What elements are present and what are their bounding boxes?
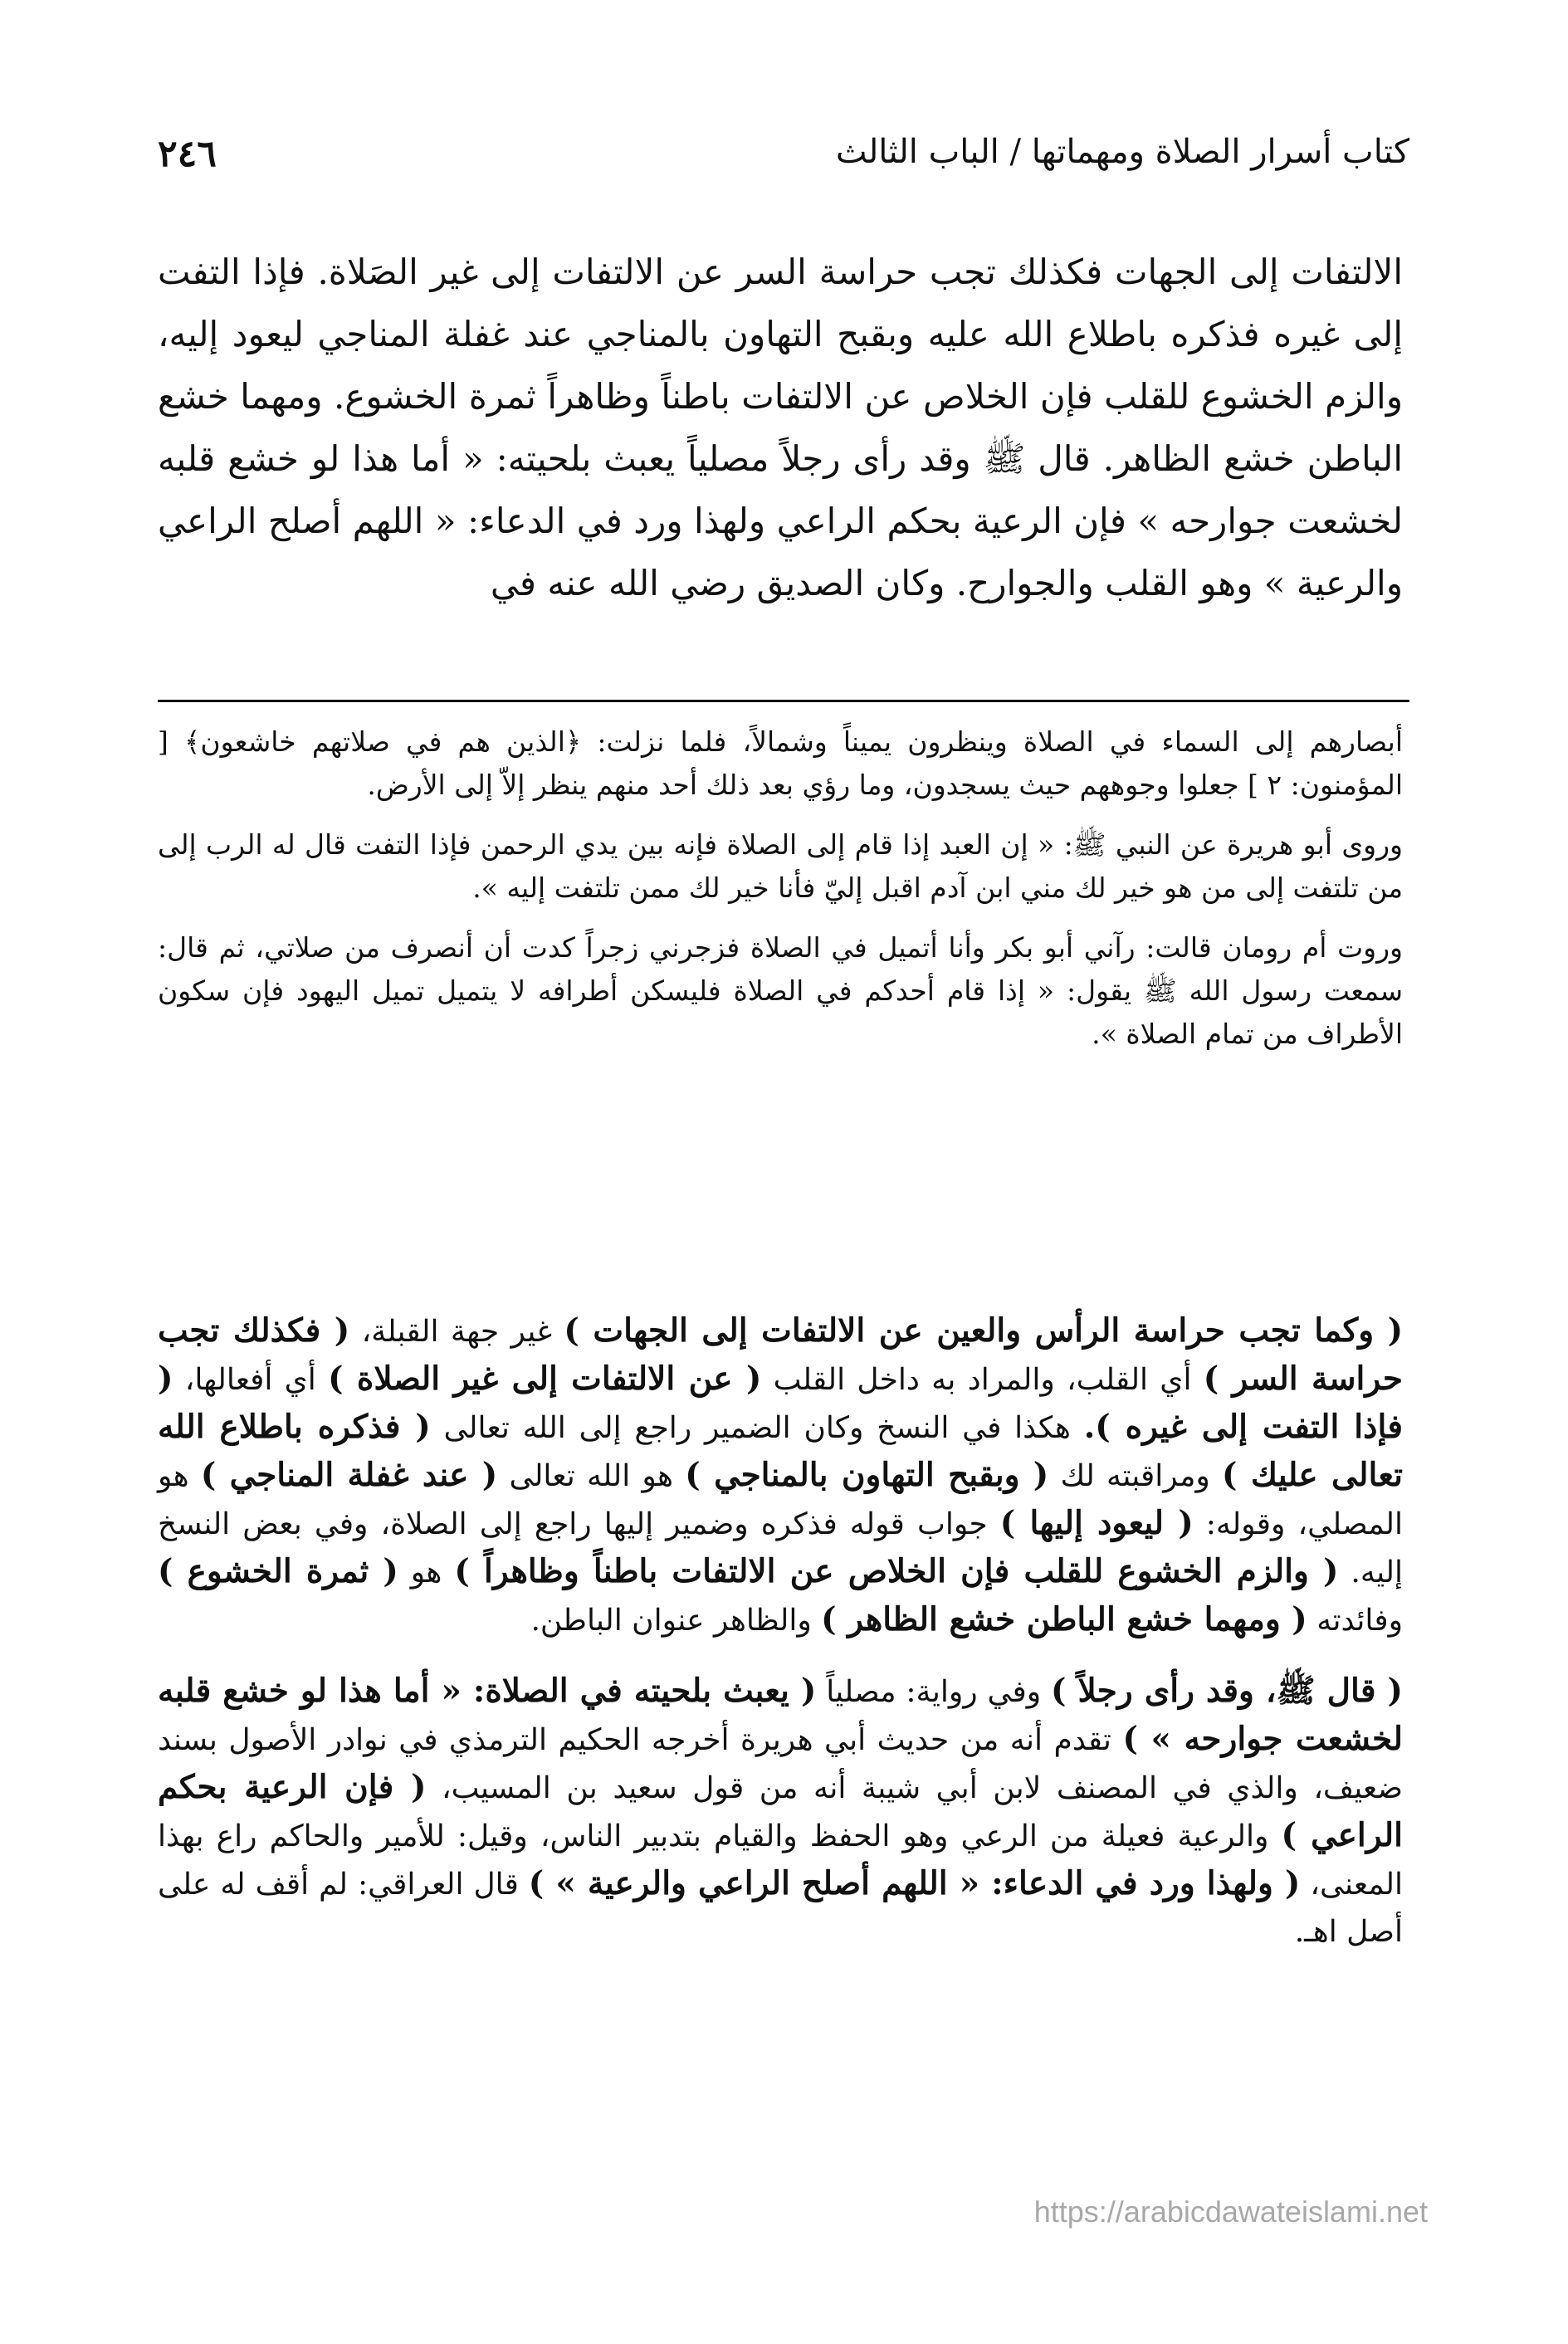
footnote-divider [158, 700, 1409, 702]
footnote-paragraph: وروت أم رومان قالت: رآني أبو بكر وأنا أتميل في الصلاة فزجرني زجراً كدت أن أنصرف من صلاتي، ثم قال: سمعت رسول الله ﷺ يقول: « إذا قام أحدكم في الصلاة فليسكن أطرافه لا يتميل تميل اليهود فإن سكون الأطراف من تمام الصلاة ». [158, 931, 1403, 1050]
quoted-text: ( وبقبح التهاون بالمناجي ) [685, 1456, 1049, 1494]
quoted-text: ( فإذا التفت إلى غيره ). [158, 1360, 1403, 1446]
watermark-url: https://arabicdawateislami.net [1033, 2195, 1428, 2229]
main-paragraph: الالتفات إلى الجهات فكذلك تجب حراسة السر عن الالتفات إلى غير الصَلاة. فإذا التفت إلى غيره فذكره باطلاع الله عليه وبقبح التهاون بالمناجي عند غفلة المناجي ليعود إليه، والزم الخشوع للقلب فإن الخلاص عن الالتفات باطناً وظاهراً ثمرة الخشوع. ومهما خشع الباطن خشع الظاهر. قال ﷺ وقد رأى رجلاً مصلياً يعبث بلحيته: « أما هذا لو خشع قلبه لخشعت جوارحه » فإن الرعية بحكم الراعي ولهذا ورد في الدعاء: « اللهم أصلح الراعي والرعية » وهو القلب والجوارح. وكان الصديق رضي الله عنه في [158, 251, 1403, 603]
explanation-text: جواب قوله فذكره وضمير إليها راجع إلى الصلاة، وفي بعض النسخ إليه. [158, 1507, 1403, 1590]
commentary-paragraph [158, 1668, 1403, 1956]
quoted-text: ( ومهما خشع الباطن خشع الظاهر ) [821, 1600, 1307, 1638]
explanation-text: أي أفعالها، [173, 1363, 329, 1397]
quoted-text: ( فذكره باطلاع الله تعالى عليك ) [158, 1408, 1403, 1494]
page-header [158, 125, 1409, 191]
quoted-text: ( والزم الخشوع للقلب فإن الخلاص عن الالتفات باطناً وظاهراً ) [454, 1552, 1339, 1590]
explanation-text: والظاهر عنوان الباطن. [530, 1604, 822, 1638]
commentary [158, 1307, 1403, 1979]
quoted-text: ( ليعود إليها ) [999, 1504, 1194, 1542]
quoted-text: ( ولهذا ورد في الدعاء: « اللهم أصلح الراعي والرعية » ) [528, 1864, 1301, 1902]
explanation-text: والرعية فعيلة من الرعي وهو الحفظ والقيام بتدبير الناس، وقيل: للأمير والحاكم راع بهذا المعنى، [158, 1819, 1403, 1902]
explanation-text: هو الله تعالى [497, 1459, 686, 1493]
main-text [158, 241, 1403, 614]
explanation-text: هو المصلي، وقوله: [158, 1459, 1403, 1541]
quoted-text: ( فكذلك تجب حراسة السر ) [158, 1311, 1403, 1398]
explanation-text: تقدم أنه من حديث أبي هريرة أخرجه الحكيم الترمذي في نوادر الأصول بسند ضعيف، والذي في المصنف لابن أبي شيبة أنه من قول سعيد بن المسيب، [158, 1723, 1403, 1805]
explanation-text: هكذا في النسخ وكان الضمير راجع إلى الله تعالى [430, 1411, 1084, 1445]
page-number: ٢٤٦ [158, 133, 217, 175]
quoted-text: ( ثمرة الخشوع ) [158, 1552, 398, 1590]
footnotes [158, 720, 1403, 1072]
explanation-text: غير جهة القبلة، [349, 1315, 564, 1349]
quoted-text: ( يعبث بلحيته في الصلاة: « أما هذا لو خشع قلبه لخشعت جوارحه » ) [158, 1672, 1404, 1758]
explanation-text: وفي رواية: مصلياً [816, 1675, 1052, 1709]
quoted-text: ( عن الالتفات إلى غير الصلاة ) [328, 1360, 762, 1398]
commentary-paragraph [158, 1307, 1403, 1644]
footnote-paragraph: وروى أبو هريرة عن النبي ﷺ: « إن العبد إذا قام إلى الصلاة فإنه بين يدي الرحمن فإذا التفت قال له الرب إلى من تلتفت إلى من هو خير لك مني ابن آدم اقبل إليّ فأنا خير لك ممن تلتفت إليه ». [158, 828, 1403, 904]
explanation-text: قال العراقي: لم أقف له على أصل اهـ. [158, 1868, 1403, 1949]
quoted-text: ( فإن الرعية بحكم الراعي ) [158, 1768, 1403, 1854]
explanation-text: أي القلب، والمراد به داخل القلب [761, 1363, 1204, 1397]
explanation-text: ومراقبته لك [1048, 1459, 1223, 1493]
quoted-text: ( عند غفلة المناجي ) [200, 1456, 498, 1494]
footnote-paragraph: أبصارهم إلى السماء في الصلاة وينظرون يميناً وشمالاً، فلما نزلت: ﴿الذين هم في صلاتهم خاشعون﴾ [ المؤمنون: ٢ ] جعلوا وجوههم حيث يسجدون، وما رؤي بعد ذلك أحد منهم ينظر إلاّ إلى الأرض. [158, 725, 1403, 801]
quoted-text: ( قال ﷺ، وقد رأى رجلاً ) [1051, 1672, 1403, 1710]
running-title: كتاب أسرار الصلاة ومهماتها / الباب الثالث [835, 133, 1409, 171]
explanation-text: هو [398, 1555, 455, 1590]
explanation-text: وفائدته [1307, 1604, 1403, 1638]
quoted-text: ( وكما تجب حراسة الرأس والعين عن الالتفات إلى الجهات ) [564, 1311, 1404, 1350]
